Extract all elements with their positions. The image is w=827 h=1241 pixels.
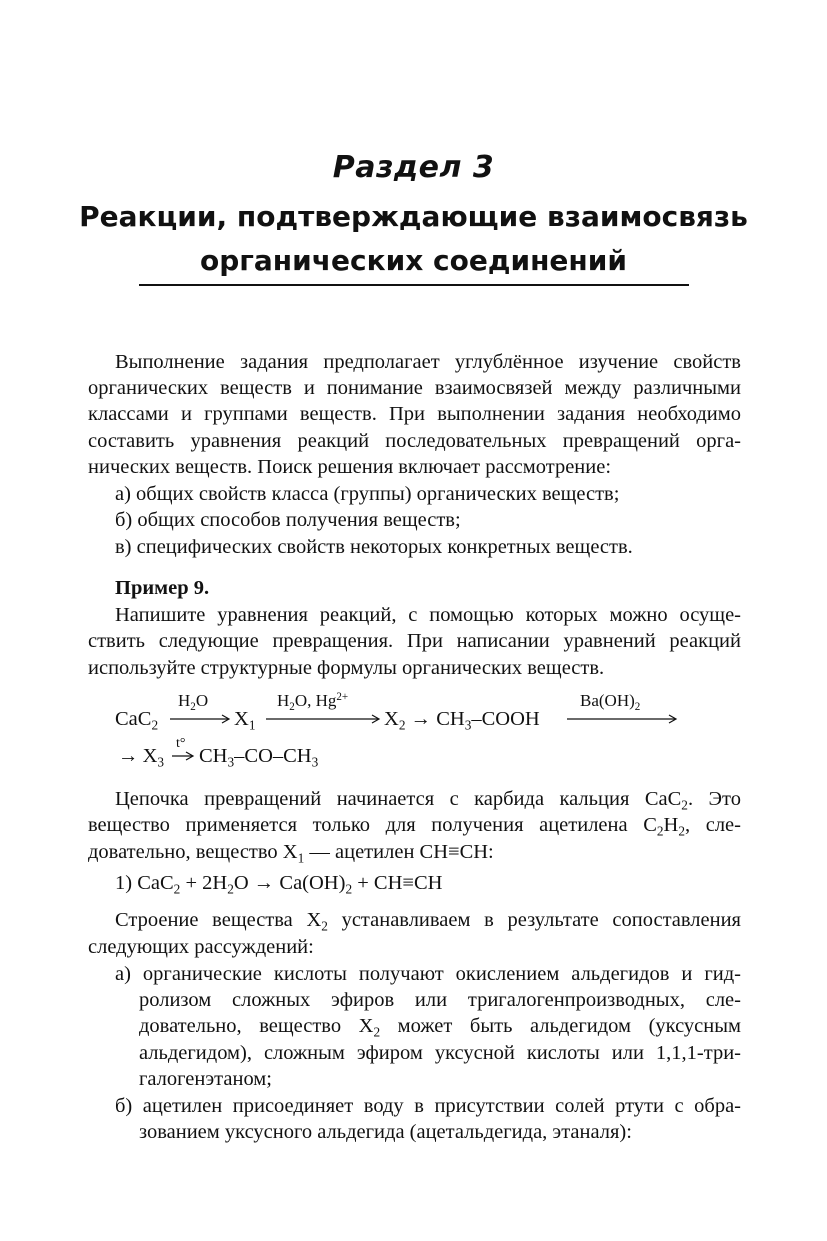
arrow-label-h2o: $H_2O$ xyxy=(178,691,209,713)
list2-item-a-line-1: а) органические кислоты получают окислением альдегидов и гид- xyxy=(115,963,741,985)
section-number: Раздел 3 xyxy=(332,150,495,185)
list2-item-b-line-2: зованием уксусного альдегида (ацетальдегида, этаналя): xyxy=(139,1121,632,1143)
scheme-x3: → $X_3$ xyxy=(118,745,165,770)
arrow-label-hg: $H_2O$, $Hg^{2+}$ xyxy=(277,690,349,713)
reaction-arrow-1 xyxy=(170,713,232,725)
list2-item-b-line-1: б) ацетилен присоединяет воду в присутствии солей ртути с обра- xyxy=(115,1095,741,1117)
example-task-line-2: ствить следующие превращения. При написании уравнений реакций xyxy=(88,630,741,652)
para1-line-2: вещество применяется только для получения ацетилена $C_2H_2$, сле- xyxy=(88,814,741,839)
reaction-arrow-4 xyxy=(172,750,196,762)
arrow-label-t: t° xyxy=(176,736,186,751)
section-title-line-2: органических соединений xyxy=(200,244,627,277)
example-task-line-3: используйте структурные формулы органических веществ. xyxy=(88,657,605,679)
reaction-arrow-2 xyxy=(266,713,381,725)
para1-line-1: Цепочка превращений начинается с карбида кальция CaC$_2$. Это xyxy=(115,788,741,813)
section-title-line-1: Реакции, подтверждающие взаимосвязь xyxy=(79,200,748,233)
intro-line-4: составить уравнения реакций последовательных превращений орга- xyxy=(88,430,741,452)
intro-line-3: классами и группами веществ. При выполнении задания необходимо xyxy=(88,403,741,425)
example-heading: Пример 9. xyxy=(115,577,210,599)
list2-item-a-line-2: ролизом сложных эфиров или тригалогенпроизводных, сле- xyxy=(139,989,741,1011)
intro-line-2: органических веществ и понимание взаимосвязей между различными xyxy=(88,377,741,399)
intro-line-5: нических веществ. Поиск решения включает рассмотрение: xyxy=(88,456,612,478)
equation-1: 1) $CaC_2 + 2H_2O \to Ca(OH)_2 + CH\equiv CH$ xyxy=(115,872,443,897)
list2-item-a-line-4: альдегидом), сложным эфиром уксусной кислоты или 1,1,1-три- xyxy=(139,1042,741,1064)
para2-line-2: следующих рассуждений: xyxy=(88,936,314,958)
scheme-x1: $X_1$ xyxy=(234,708,256,733)
para1-line-3: довательно, вещество $X_1$ — ацетилен CH≡CH: xyxy=(88,841,494,866)
intro-list-item-a: а) общих свойств класса (группы) органических веществ; xyxy=(115,483,620,505)
title-underline xyxy=(139,284,689,286)
para2-line-1: Строение вещества $X_2$ устанавливаем в результате сопоставления xyxy=(115,909,741,934)
arrow-label-baoh2: $Ba(OH)_2$ xyxy=(580,691,641,713)
list2-item-a-line-5: галогенэтаном; xyxy=(139,1068,272,1090)
reaction-arrow-3 xyxy=(567,713,679,725)
list2-item-a-line-3: довательно, вещество $X_2$ может быть альдегидом (уксусным xyxy=(139,1015,741,1040)
scheme-acetone: $CH_3-CO-CH_3$ xyxy=(199,745,319,770)
intro-list-item-b: б) общих способов получения веществ; xyxy=(115,509,461,531)
scheme-cac2: CaC$_2$ xyxy=(115,708,159,733)
intro-list-item-c: в) специфических свойств некоторых конкретных веществ. xyxy=(115,536,633,558)
example-task-line-1: Напишите уравнения реакций, с помощью которых можно осуще- xyxy=(115,604,741,626)
scheme-x2-acetic: $X_2$ → $CH_3$–COOH xyxy=(384,708,540,733)
intro-line-1: Выполнение задания предполагает углублённое изучение свойств xyxy=(115,351,741,373)
